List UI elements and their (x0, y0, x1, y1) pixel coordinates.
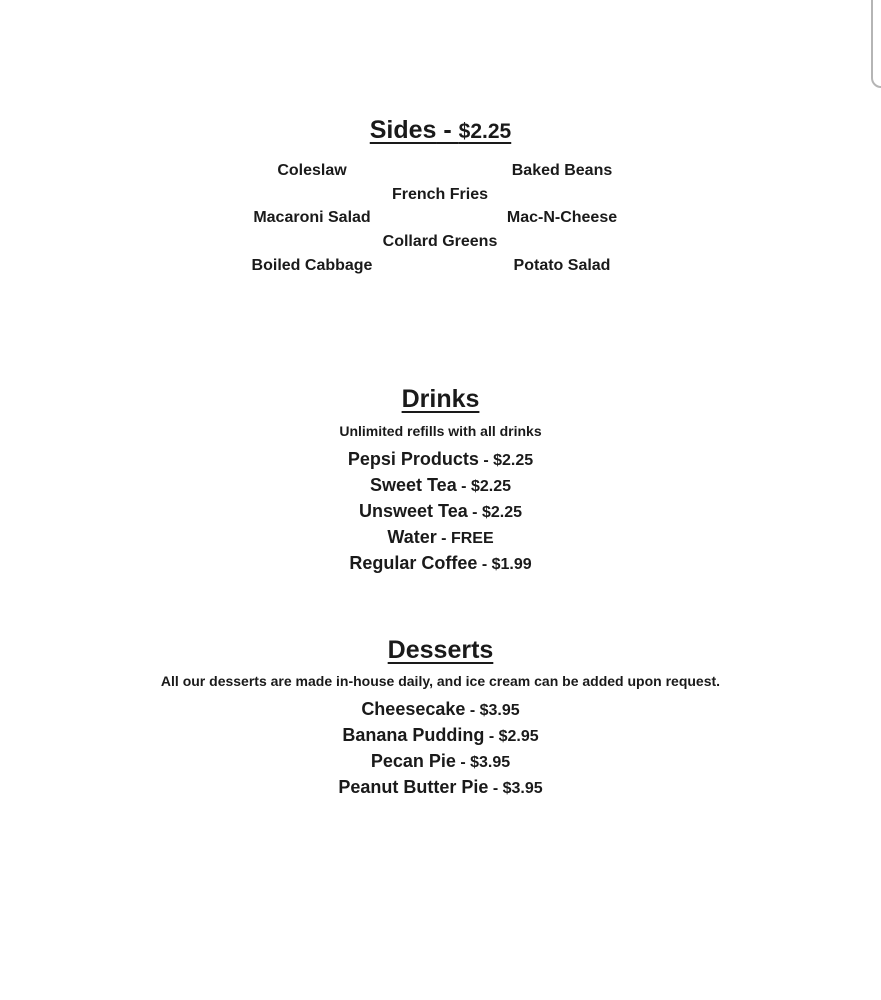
dessert-price: - $3.95 (469, 702, 520, 719)
dessert-name: Peanut Butter Pie (338, 777, 489, 797)
drink-price: - $2.25 (461, 478, 511, 495)
side-item-baked-beans: Baked Beans (511, 162, 613, 179)
drink-item (0, 500, 881, 524)
drink-price: - $2.25 (472, 504, 522, 521)
side-item-macaroni-salad: Macaroni Salad (253, 209, 371, 226)
dessert-price: - $3.95 (460, 754, 511, 771)
side-item-boiled-cabbage: Boiled Cabbage (251, 257, 373, 274)
drink-name: Unsweet Tea (359, 501, 468, 521)
dessert-price: - $2.95 (488, 728, 539, 745)
dessert-name: Pecan Pie (370, 751, 456, 771)
drinks-heading: Drinks (401, 385, 480, 413)
drink-name: Sweet Tea (370, 475, 457, 495)
drink-price: - $2.25 (483, 452, 534, 469)
drink-item (0, 448, 881, 472)
drink-name: Pepsi Products (347, 449, 479, 469)
sides-separator: - (436, 116, 459, 144)
side-item-collard-greens: Collard Greens (382, 233, 498, 250)
drink-name: Water (387, 527, 437, 547)
sides-price: $2.25 (458, 120, 512, 143)
dessert-item (0, 750, 881, 774)
desserts-heading: Desserts (387, 636, 494, 664)
drink-item (0, 526, 881, 550)
side-item-potato-salad: Potato Salad (513, 257, 611, 274)
sides-title: Sides (369, 116, 437, 144)
dessert-name: Cheesecake (361, 699, 466, 719)
drinks-note: Unlimited refills with all drinks (339, 423, 542, 439)
dessert-item (0, 724, 881, 748)
dessert-item (0, 698, 881, 722)
drink-item (0, 552, 881, 576)
side-item-coleslaw: Coleslaw (277, 162, 347, 179)
side-item-mac-n-cheese: Mac-N-Cheese (506, 209, 618, 226)
dessert-name: Banana Pudding (342, 725, 485, 745)
sides-heading (0, 116, 881, 145)
drink-name: Regular Coffee (349, 553, 478, 573)
side-item-french-fries: French Fries (391, 186, 489, 203)
drink-item (0, 474, 881, 498)
page-corner-edge (871, 0, 881, 88)
desserts-note: All our desserts are made in-house daily, and ice cream can be added upon request. (160, 673, 721, 689)
dessert-price: - $3.95 (492, 780, 543, 797)
dessert-item (0, 776, 881, 800)
drink-price: - $1.99 (481, 556, 532, 573)
drink-price: - FREE (441, 530, 494, 547)
